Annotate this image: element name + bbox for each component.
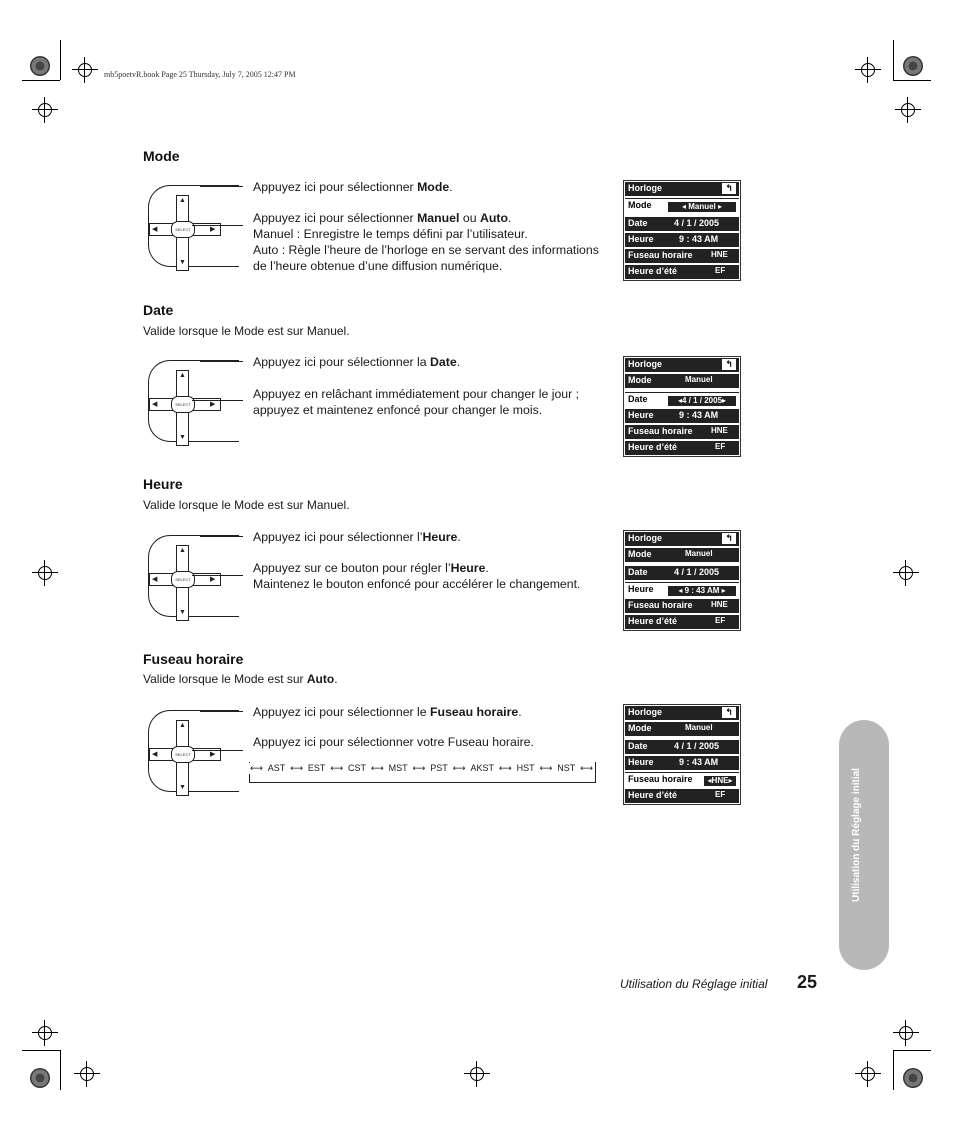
footer-text: Utilisation du Réglage initial xyxy=(620,977,768,991)
section-title-mode: Mode xyxy=(143,148,180,164)
osd-row-ete: Heure d’été EF xyxy=(625,789,739,803)
osd-row-fuseau: Fuseau horaire HNE xyxy=(625,249,739,263)
fuseau-instruction-2: Appuyez ici pour sélectionner votre Fuseau horaire. xyxy=(253,735,534,749)
trim-mark xyxy=(60,40,61,80)
osd-title-row: Horloge ↰ xyxy=(625,532,739,546)
crosshair-mark xyxy=(464,1061,490,1087)
osd-row-mode: Mode Manuel xyxy=(625,374,739,388)
crosshair-mark xyxy=(32,97,58,123)
double-arrow-icon: ⟷ xyxy=(452,763,466,773)
up-arrow-icon: ▲ xyxy=(179,547,186,554)
down-arrow-icon: ▼ xyxy=(179,784,186,791)
date-instruction-3: appuyez et maintenez enfoncé pour changer le mois. xyxy=(253,403,543,417)
select-button: SELECT xyxy=(171,396,195,413)
right-arrow-icon: ▶ xyxy=(210,226,216,233)
osd-row-fuseau: Fuseau horaire HNE xyxy=(625,425,739,439)
down-arrow-icon: ▼ xyxy=(179,609,186,616)
side-tab-label: Utilisation du Réglage initial xyxy=(851,768,862,902)
crosshair-mark xyxy=(74,1061,100,1087)
mode-instruction-5: de l’heure obtenue d’une diffusion numérique. xyxy=(253,259,503,273)
crosshair-mark xyxy=(855,57,881,83)
osd-row-heure: Heure 9 : 43 AM xyxy=(625,233,739,247)
date-instruction-2: Appuyez en relâchant immédiatement pour changer le jour ; xyxy=(253,387,580,401)
up-arrow-icon: ▲ xyxy=(179,372,186,379)
left-arrow-icon: ◀ xyxy=(152,576,158,583)
leader-line xyxy=(192,400,243,401)
remote-dpad xyxy=(143,360,239,444)
double-arrow-icon: ⟷ xyxy=(412,763,426,773)
osd-title-row: Horloge ↰ xyxy=(625,182,739,196)
osd-row-mode: Mode ◂ Manuel ▸ xyxy=(625,198,739,213)
section-title-heure: Heure xyxy=(143,476,183,492)
osd-panel-fuseau xyxy=(623,704,741,805)
trim-mark xyxy=(893,1050,931,1051)
leader-line xyxy=(192,750,243,751)
mode-instruction-4: Auto : Règle l’heure de l’horloge en se servant des informations xyxy=(253,243,599,257)
date-note: Valide lorsque le Mode est sur Manuel. xyxy=(143,324,350,338)
section-title-date: Date xyxy=(143,302,174,318)
registration-disc xyxy=(30,1068,50,1088)
osd-row-fuseau: Fuseau horaire HNE xyxy=(625,599,739,613)
osd-row-ete: Heure d’été EF xyxy=(625,615,739,629)
timezone-item: AST xyxy=(267,763,286,773)
osd-row-heure: Heure ◂ 9 : 43 AM ▸ xyxy=(625,582,739,597)
leader-line xyxy=(192,225,243,226)
date-instruction-1: Appuyez ici pour sélectionner la Date. xyxy=(253,355,461,369)
remote-dpad xyxy=(143,535,239,619)
heure-note: Valide lorsque le Mode est sur Manuel. xyxy=(143,498,350,512)
leader-line xyxy=(192,575,243,576)
timezone-item: HST xyxy=(516,763,535,773)
osd-panel-date xyxy=(623,356,741,457)
back-icon: ↰ xyxy=(722,183,736,194)
timezone-cycle xyxy=(249,763,594,774)
crosshair-mark xyxy=(32,560,58,586)
mode-instruction-1: Appuyez ici pour sélectionner Mode. xyxy=(253,180,453,194)
left-arrow-icon: ◀ xyxy=(152,226,158,233)
mode-instruction-2: Appuyez ici pour sélectionner Manuel ou Auto. xyxy=(253,211,512,225)
timezone-item: AKST xyxy=(470,763,494,773)
osd-row-date: Date 4 / 1 / 2005 xyxy=(625,740,739,754)
osd-row-heure: Heure 9 : 43 AM xyxy=(625,756,739,770)
osd-row-ete: Heure d’été EF xyxy=(625,265,739,279)
registration-disc xyxy=(903,56,923,76)
osd-row-heure: Heure 9 : 43 AM xyxy=(625,409,739,423)
left-arrow-icon: ◀ xyxy=(152,751,158,758)
crosshair-mark xyxy=(893,560,919,586)
select-button: SELECT xyxy=(171,746,195,763)
back-icon: ↰ xyxy=(722,533,736,544)
timezone-item: EST xyxy=(307,763,326,773)
leader-line xyxy=(200,361,243,362)
trim-mark xyxy=(60,1050,61,1090)
timezone-item: PST xyxy=(430,763,448,773)
right-arrow-icon: ▶ xyxy=(210,576,216,583)
double-arrow-icon: ⟷ xyxy=(498,763,512,773)
double-arrow-icon: ⟷ xyxy=(370,763,384,773)
leader-line xyxy=(200,711,243,712)
back-icon: ↰ xyxy=(722,359,736,370)
double-arrow-icon: ⟷ xyxy=(290,763,304,773)
heure-instruction-1: Appuyez ici pour sélectionner l’Heure. xyxy=(253,530,461,544)
trim-mark xyxy=(893,1050,894,1090)
remote-dpad xyxy=(143,710,239,794)
osd-row-mode: Mode Manuel xyxy=(625,722,739,736)
down-arrow-icon: ▼ xyxy=(179,434,186,441)
back-icon: ↰ xyxy=(722,707,736,718)
osd-panel-mode xyxy=(623,180,741,281)
double-arrow-icon: ⟷ xyxy=(330,763,344,773)
up-arrow-icon: ▲ xyxy=(179,197,186,204)
right-arrow-icon: ▶ xyxy=(210,751,216,758)
heure-instruction-3: Maintenez le bouton enfoncé pour accélérer le changement. xyxy=(253,577,581,591)
osd-row-mode: Mode Manuel xyxy=(625,548,739,562)
osd-row-date: Date ◂4 / 1 / 2005▸ xyxy=(625,392,739,407)
trim-mark xyxy=(893,40,894,80)
select-button: SELECT xyxy=(171,571,195,588)
fuseau-instruction-1: Appuyez ici pour sélectionner le Fuseau horaire. xyxy=(253,705,522,719)
osd-row-fuseau: Fuseau horaire ◂HNE▸ xyxy=(625,772,739,787)
leader-line xyxy=(200,536,243,537)
osd-title-row: Horloge ↰ xyxy=(625,706,739,720)
remote-dpad xyxy=(143,185,239,269)
crosshair-mark xyxy=(855,1061,881,1087)
fuseau-note: Valide lorsque le Mode est sur Auto. xyxy=(143,672,338,686)
heure-instruction-2: Appuyez sur ce bouton pour régler l’Heure. xyxy=(253,561,489,575)
timezone-item: NST xyxy=(557,763,576,773)
registration-disc xyxy=(903,1068,923,1088)
mode-instruction-3: Manuel : Enregistre le temps défini par l’utilisateur. xyxy=(253,227,528,241)
double-arrow-icon: ⟷ xyxy=(539,763,553,773)
select-button: SELECT xyxy=(171,221,195,238)
registration-disc xyxy=(30,56,50,76)
osd-title-row: Horloge ↰ xyxy=(625,358,739,372)
crosshair-mark xyxy=(893,1020,919,1046)
double-arrow-icon: ⟷ xyxy=(580,763,593,773)
osd-row-date: Date 4 / 1 / 2005 xyxy=(625,566,739,580)
crosshair-mark xyxy=(72,57,98,83)
double-arrow-icon: ⟷ xyxy=(250,763,263,773)
trim-mark xyxy=(22,1050,60,1051)
up-arrow-icon: ▲ xyxy=(179,722,186,729)
osd-panel-heure xyxy=(623,530,741,631)
trim-mark xyxy=(893,80,931,81)
section-title-fuseau: Fuseau horaire xyxy=(143,651,244,667)
crosshair-mark xyxy=(32,1020,58,1046)
osd-row-date: Date 4 / 1 / 2005 xyxy=(625,217,739,231)
crosshair-mark xyxy=(895,97,921,123)
timezone-item: CST xyxy=(348,763,367,773)
timezone-item: MST xyxy=(388,763,408,773)
leader-line xyxy=(200,186,243,187)
down-arrow-icon: ▼ xyxy=(179,259,186,266)
right-arrow-icon: ▶ xyxy=(210,401,216,408)
print-header: mb5poetvR.book Page 25 Thursday, July 7, 2005 12:47 PM xyxy=(104,70,296,79)
trim-mark xyxy=(22,80,60,81)
osd-row-ete: Heure d’été EF xyxy=(625,441,739,455)
left-arrow-icon: ◀ xyxy=(152,401,158,408)
side-tab xyxy=(839,720,889,970)
page-number: 25 xyxy=(797,972,818,992)
